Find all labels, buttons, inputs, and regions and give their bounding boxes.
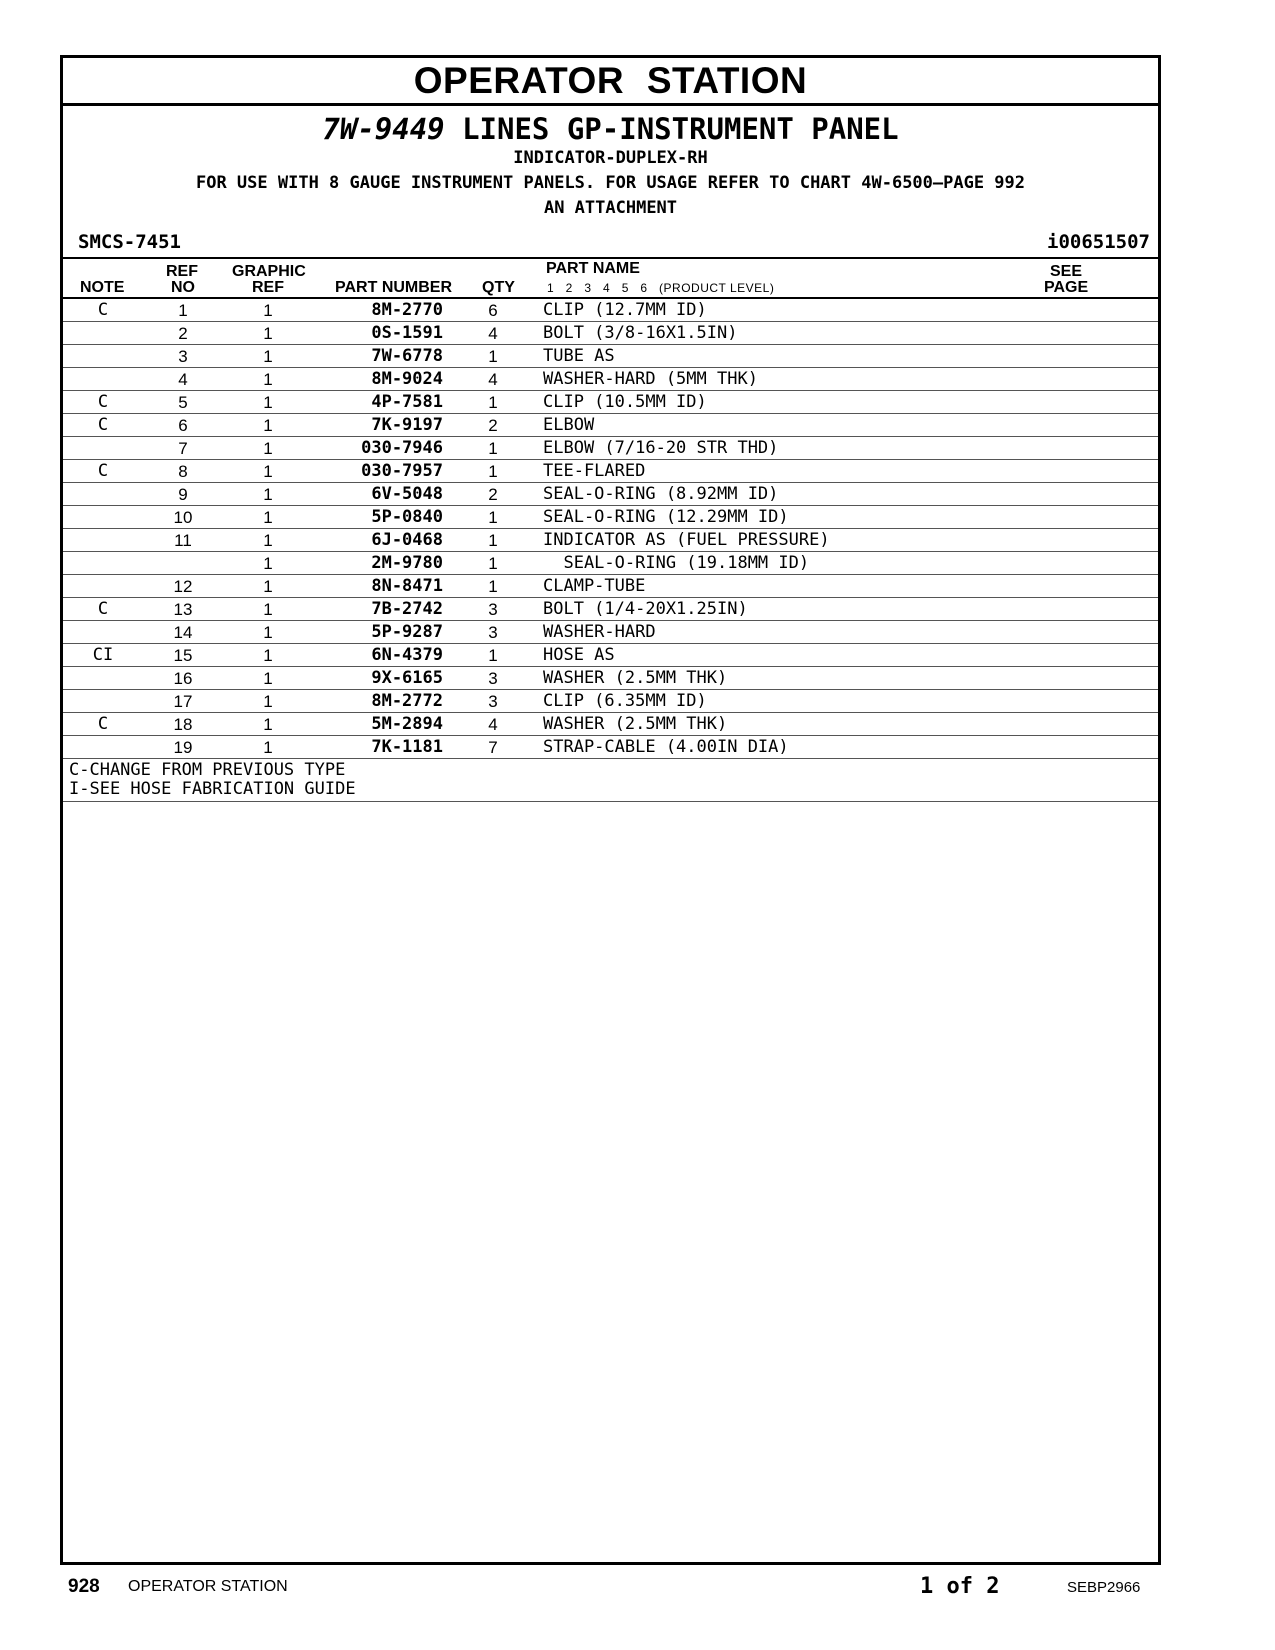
row-see-page — [1023, 368, 1158, 391]
row-graphic-ref: 1 — [223, 506, 313, 529]
row-ref-no: 16 — [143, 667, 223, 690]
table-row — [63, 713, 1158, 736]
row-ref-no: 19 — [143, 736, 223, 759]
row-part-name: CLIP (12.7MM ID) — [543, 299, 1023, 322]
table-row — [63, 736, 1158, 759]
table-row — [63, 598, 1158, 621]
row-graphic-ref: 1 — [223, 483, 313, 506]
row-ref-no: 2 — [143, 322, 223, 345]
header-no: NO — [171, 279, 195, 296]
row-qty: 1 — [443, 644, 543, 667]
row-qty: 3 — [443, 667, 543, 690]
row-graphic-ref: 1 — [223, 621, 313, 644]
row-part-number: 8N-8471 — [313, 575, 443, 598]
header-product-level: 1 2 3 4 5 6 (PRODUCT LEVEL) — [547, 281, 775, 295]
table-row — [63, 345, 1158, 368]
row-see-page — [1023, 575, 1158, 598]
row-graphic-ref: 1 — [223, 552, 313, 575]
row-ref-no: 10 — [143, 506, 223, 529]
row-see-page — [1023, 736, 1158, 759]
row-ref-no: 9 — [143, 483, 223, 506]
row-qty: 4 — [443, 713, 543, 736]
row-note — [63, 552, 143, 575]
page-frame — [60, 55, 1161, 1565]
row-part-name: BOLT (3/8-16X1.5IN) — [543, 322, 1023, 345]
row-qty: 2 — [443, 483, 543, 506]
table-header — [63, 259, 1158, 299]
row-qty: 4 — [443, 368, 543, 391]
row-ref-no: 3 — [143, 345, 223, 368]
row-note: CI — [63, 644, 143, 667]
row-graphic-ref: 1 — [223, 575, 313, 598]
row-qty: 1 — [443, 437, 543, 460]
row-part-number: 7K-1181 — [313, 736, 443, 759]
table-row — [63, 621, 1158, 644]
row-graphic-ref: 1 — [223, 437, 313, 460]
row-part-name: INDICATOR AS (FUEL PRESSURE) — [543, 529, 1023, 552]
row-see-page — [1023, 506, 1158, 529]
row-see-page — [1023, 644, 1158, 667]
row-note — [63, 368, 143, 391]
row-see-page — [1023, 483, 1158, 506]
row-graphic-ref: 1 — [223, 713, 313, 736]
row-part-name: TUBE AS — [543, 345, 1023, 368]
group-part-number: 7W-9449 — [322, 112, 445, 146]
row-graphic-ref: 1 — [223, 414, 313, 437]
row-ref-no: 6 — [143, 414, 223, 437]
row-part-name: CLAMP-TUBE — [543, 575, 1023, 598]
table-row — [63, 391, 1158, 414]
row-ref-no: 17 — [143, 690, 223, 713]
row-ref-no: 18 — [143, 713, 223, 736]
row-ref-no: 15 — [143, 644, 223, 667]
row-part-number: 030-7946 — [313, 437, 443, 460]
row-part-number: 8M-9024 — [313, 368, 443, 391]
row-note: C — [63, 598, 143, 621]
header-part-name: PART NAME — [546, 260, 640, 277]
table-row — [63, 644, 1158, 667]
row-see-page — [1023, 299, 1158, 322]
row-part-name: WASHER-HARD — [543, 621, 1023, 644]
row-graphic-ref: 1 — [223, 299, 313, 322]
row-part-name: HOSE AS — [543, 644, 1023, 667]
row-part-name: CLIP (10.5MM ID) — [543, 391, 1023, 414]
row-part-number: 9X-6165 — [313, 667, 443, 690]
row-graphic-ref: 1 — [223, 368, 313, 391]
row-note — [63, 667, 143, 690]
row-see-page — [1023, 713, 1158, 736]
header-graphic-ref: REF — [252, 279, 284, 296]
row-note: C — [63, 391, 143, 414]
row-qty: 3 — [443, 690, 543, 713]
table-row — [63, 667, 1158, 690]
footnote-hose: I-SEE HOSE FABRICATION GUIDE — [69, 779, 356, 799]
table-row — [63, 368, 1158, 391]
row-part-name: TEE-FLARED — [543, 460, 1023, 483]
row-graphic-ref: 1 — [223, 667, 313, 690]
row-see-page — [1023, 598, 1158, 621]
table-row — [63, 529, 1158, 552]
row-part-name: ELBOW — [543, 414, 1023, 437]
group-name: LINES GP-INSTRUMENT PANEL — [462, 112, 899, 146]
row-graphic-ref: 1 — [223, 529, 313, 552]
row-note — [63, 322, 143, 345]
row-graphic-ref: 1 — [223, 690, 313, 713]
header-note: NOTE — [80, 279, 125, 296]
row-see-page — [1023, 460, 1158, 483]
table-row — [63, 414, 1158, 437]
row-note — [63, 575, 143, 598]
row-qty: 6 — [443, 299, 543, 322]
row-note — [63, 736, 143, 759]
row-qty: 7 — [443, 736, 543, 759]
row-part-number: 5P-9287 — [313, 621, 443, 644]
row-part-number: 6V-5048 — [313, 483, 443, 506]
doc-number: SEBP2966 — [1067, 1579, 1141, 1596]
header-part-number: PART NUMBER — [335, 279, 453, 296]
row-note — [63, 506, 143, 529]
code-line — [63, 227, 1158, 257]
row-part-number: 030-7957 — [313, 460, 443, 483]
row-qty: 1 — [443, 460, 543, 483]
row-note: C — [63, 414, 143, 437]
row-see-page — [1023, 552, 1158, 575]
row-part-name: STRAP-CABLE (4.00IN DIA) — [543, 736, 1023, 759]
row-see-page — [1023, 345, 1158, 368]
table-row — [63, 322, 1158, 345]
group-attachment-note: AN ATTACHMENT — [543, 198, 678, 218]
table-row — [63, 460, 1158, 483]
row-ref-no — [143, 552, 223, 575]
row-part-number: 0S-1591 — [313, 322, 443, 345]
illustration-id: i00651507 — [1047, 231, 1150, 253]
row-graphic-ref: 1 — [223, 598, 313, 621]
table-row — [63, 483, 1158, 506]
table-row — [63, 506, 1158, 529]
group-usage-note: FOR USE WITH 8 GAUGE INSTRUMENT PANELS. FOR USAGE REFER TO CHART 4W-6500—PAGE 992 — [195, 173, 1026, 193]
row-qty: 1 — [443, 529, 543, 552]
page-footer — [0, 1574, 1275, 1604]
row-qty: 1 — [443, 575, 543, 598]
row-ref-no: 7 — [143, 437, 223, 460]
smcs-code: SMCS-7451 — [78, 231, 181, 253]
row-part-number: 8M-2772 — [313, 690, 443, 713]
row-ref-no: 1 — [143, 299, 223, 322]
row-qty: 3 — [443, 621, 543, 644]
row-part-name: ELBOW (7/16-20 STR THD) — [543, 437, 1023, 460]
row-part-number: 7W-6778 — [313, 345, 443, 368]
row-graphic-ref: 1 — [223, 391, 313, 414]
row-note: C — [63, 299, 143, 322]
row-ref-no: 4 — [143, 368, 223, 391]
row-graphic-ref: 1 — [223, 345, 313, 368]
section-title: OPERATOR STATION — [63, 58, 1158, 106]
row-note — [63, 529, 143, 552]
row-note — [63, 345, 143, 368]
group-title — [63, 114, 1158, 144]
row-qty: 1 — [443, 391, 543, 414]
table-row — [63, 552, 1158, 575]
table-row — [63, 299, 1158, 322]
row-part-name: BOLT (1/4-20X1.25IN) — [543, 598, 1023, 621]
row-part-number: 7K-9197 — [313, 414, 443, 437]
header-qty: QTY — [482, 279, 515, 296]
row-note: C — [63, 713, 143, 736]
row-part-name: WASHER (2.5MM THK) — [543, 713, 1023, 736]
row-part-name: SEAL-O-RING (12.29MM ID) — [543, 506, 1023, 529]
row-see-page — [1023, 391, 1158, 414]
footnotes — [63, 759, 1158, 802]
page-number: 928 — [68, 1576, 100, 1597]
row-part-number: 8M-2770 — [313, 299, 443, 322]
row-note: C — [63, 460, 143, 483]
row-graphic-ref: 1 — [223, 644, 313, 667]
group-subtitle: INDICATOR-DUPLEX-RH — [513, 148, 708, 168]
row-graphic-ref: 1 — [223, 736, 313, 759]
row-see-page — [1023, 667, 1158, 690]
footer-section: OPERATOR STATION — [128, 1578, 288, 1595]
row-part-number: 5P-0840 — [313, 506, 443, 529]
row-graphic-ref: 1 — [223, 322, 313, 345]
row-ref-no: 8 — [143, 460, 223, 483]
row-qty: 1 — [443, 552, 543, 575]
row-ref-no: 14 — [143, 621, 223, 644]
row-ref-no: 5 — [143, 391, 223, 414]
row-part-number: 2M-9780 — [313, 552, 443, 575]
row-qty: 1 — [443, 345, 543, 368]
row-see-page — [1023, 414, 1158, 437]
row-qty: 1 — [443, 506, 543, 529]
row-part-name: WASHER (2.5MM THK) — [543, 667, 1023, 690]
row-part-number: 5M-2894 — [313, 713, 443, 736]
row-qty: 3 — [443, 598, 543, 621]
row-note — [63, 437, 143, 460]
row-see-page — [1023, 621, 1158, 644]
row-ref-no: 11 — [143, 529, 223, 552]
row-part-number: 6N-4379 — [313, 644, 443, 667]
row-see-page — [1023, 437, 1158, 460]
row-see-page — [1023, 322, 1158, 345]
row-part-name: SEAL-O-RING (8.92MM ID) — [543, 483, 1023, 506]
header-see: SEE — [1050, 263, 1083, 280]
row-part-number: 7B-2742 — [313, 598, 443, 621]
row-ref-no: 12 — [143, 575, 223, 598]
row-ref-no: 13 — [143, 598, 223, 621]
row-part-name: SEAL-O-RING (19.18MM ID) — [543, 552, 1023, 575]
row-part-number: 4P-7581 — [313, 391, 443, 414]
table-row — [63, 437, 1158, 460]
row-part-name: WASHER-HARD (5MM THK) — [543, 368, 1023, 391]
row-note — [63, 483, 143, 506]
row-see-page — [1023, 690, 1158, 713]
table-row — [63, 690, 1158, 713]
header-graphic: GRAPHIC — [232, 263, 306, 280]
header-ref: REF — [166, 263, 198, 280]
row-note — [63, 621, 143, 644]
row-qty: 2 — [443, 414, 543, 437]
row-graphic-ref: 1 — [223, 460, 313, 483]
row-note — [63, 690, 143, 713]
header-page: PAGE — [1044, 279, 1089, 296]
parts-table — [63, 299, 1158, 759]
row-part-number: 6J-0468 — [313, 529, 443, 552]
row-part-name: CLIP (6.35MM ID) — [543, 690, 1023, 713]
table-row — [63, 575, 1158, 598]
row-qty: 4 — [443, 322, 543, 345]
page-of: 1 of 2 — [920, 1574, 1000, 1599]
footnote-change: C-CHANGE FROM PREVIOUS TYPE — [69, 760, 346, 780]
row-see-page — [1023, 529, 1158, 552]
